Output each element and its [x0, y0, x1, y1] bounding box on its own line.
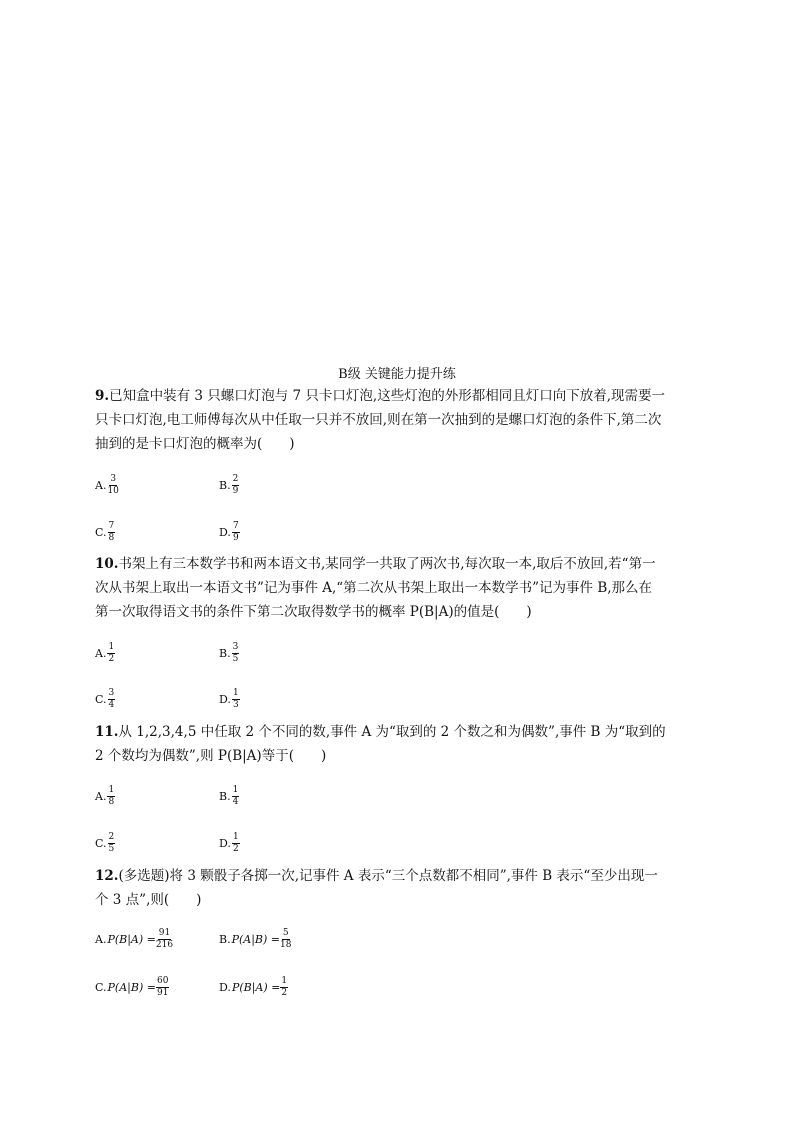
- option-11d[interactable]: D. $\frac{1}{2}$: [219, 831, 239, 854]
- option-9a[interactable]: A. $\frac{3}{10}$: [95, 473, 119, 496]
- fraction: $\frac{1}{3}$: [232, 687, 239, 710]
- option-12d[interactable]: D. P(B|A) = $\frac{1}{2}$: [219, 975, 288, 998]
- question-11: [95, 720, 695, 768]
- question-line: 第一次取得语文书的条件下第二次取得数学书的概率 P(B|A)的值是( ): [95, 604, 532, 620]
- fraction: $\frac{1}{2}$: [281, 975, 288, 998]
- question-line: 次从书架上取出一本语文书”记为事件 A,“第二次从书架上取出一本数学书”记为事件 B,那么在: [95, 580, 653, 596]
- question-line: 2 个数均为偶数”,则 P(B|A)等于( ): [95, 748, 327, 764]
- option-10d[interactable]: D. $\frac{1}{3}$: [219, 687, 239, 710]
- question-line: 抽到的是卡口灯泡的概率为( ): [95, 436, 295, 452]
- question-line: (多选题)将 3 颗骰子各掷一次,记事件 A 表示“三个点数都不相同”,事件 B 表示“至少出现一: [118, 868, 658, 884]
- question-9: [95, 384, 695, 456]
- option-11c[interactable]: C. $\frac{2}{5}$: [95, 831, 115, 854]
- option-10b[interactable]: B. $\frac{3}{5}$: [219, 641, 239, 664]
- fraction: $\frac{1}{4}$: [232, 784, 239, 807]
- question-number: 11.: [95, 724, 119, 740]
- option-12a[interactable]: A. P(B|A) = $\frac{91}{216}$: [95, 927, 174, 950]
- fraction: $\frac{91}{216}$: [155, 927, 174, 950]
- fraction: $\frac{2}{9}$: [232, 473, 239, 496]
- question-line: 已知盒中装有 3 只螺口灯泡与 7 只卡口灯泡,这些灯泡的外形都相同且灯口向下放着,现需要一: [109, 388, 666, 404]
- question-line: 书架上有三本数学书和两本语文书,某同学一共取了两次书,每次取一本,取后不放回,若“第一: [118, 556, 656, 572]
- question-line: 只卡口灯泡,电工师傅每次从中任取一只并不放回,则在第一次抽到的是螺口灯泡的条件下,第二次: [95, 412, 662, 428]
- fraction: $\frac{7}{8}$: [108, 520, 115, 543]
- fraction: $\frac{1}{2}$: [232, 831, 239, 854]
- fraction: $\frac{7}{9}$: [232, 520, 239, 543]
- fraction: $\frac{3}{4}$: [108, 687, 115, 710]
- question-number: 9.: [95, 388, 110, 404]
- option-12c[interactable]: C. P(A|B) = $\frac{60}{91}$: [95, 975, 169, 998]
- option-10c[interactable]: C. $\frac{3}{4}$: [95, 687, 115, 710]
- fraction: $\frac{1}{2}$: [108, 641, 115, 664]
- question-12: [95, 864, 695, 912]
- fraction: $\frac{3}{5}$: [232, 641, 239, 664]
- question-line: 从 1,2,3,4,5 中任取 2 个不同的数,事件 A 为“取到的 2 个数之和为偶数”,事件 B 为“取到的: [118, 724, 666, 740]
- option-11b[interactable]: B. $\frac{1}{4}$: [219, 784, 239, 807]
- fraction: $\frac{2}{5}$: [108, 831, 115, 854]
- option-9d[interactable]: D. $\frac{7}{9}$: [219, 520, 239, 543]
- option-9c[interactable]: C. $\frac{7}{8}$: [95, 520, 115, 543]
- option-10a[interactable]: A. $\frac{1}{2}$: [95, 641, 115, 664]
- fraction: $\frac{3}{10}$: [107, 473, 119, 496]
- question-line: 个 3 点”,则( ): [95, 892, 202, 908]
- section-title: B级 关键能力提升练: [338, 367, 456, 382]
- option-9b[interactable]: B. $\frac{2}{9}$: [219, 473, 239, 496]
- question-number: 12.: [95, 868, 119, 884]
- question-10: [95, 552, 695, 624]
- question-number: 10.: [95, 556, 119, 572]
- fraction: $\frac{5}{18}$: [280, 927, 292, 950]
- option-11a[interactable]: A. $\frac{1}{8}$: [95, 784, 115, 807]
- fraction: $\frac{1}{8}$: [108, 784, 115, 807]
- fraction: $\frac{60}{91}$: [156, 975, 169, 998]
- option-12b[interactable]: B. P(A|B) = $\frac{5}{18}$: [219, 927, 292, 950]
